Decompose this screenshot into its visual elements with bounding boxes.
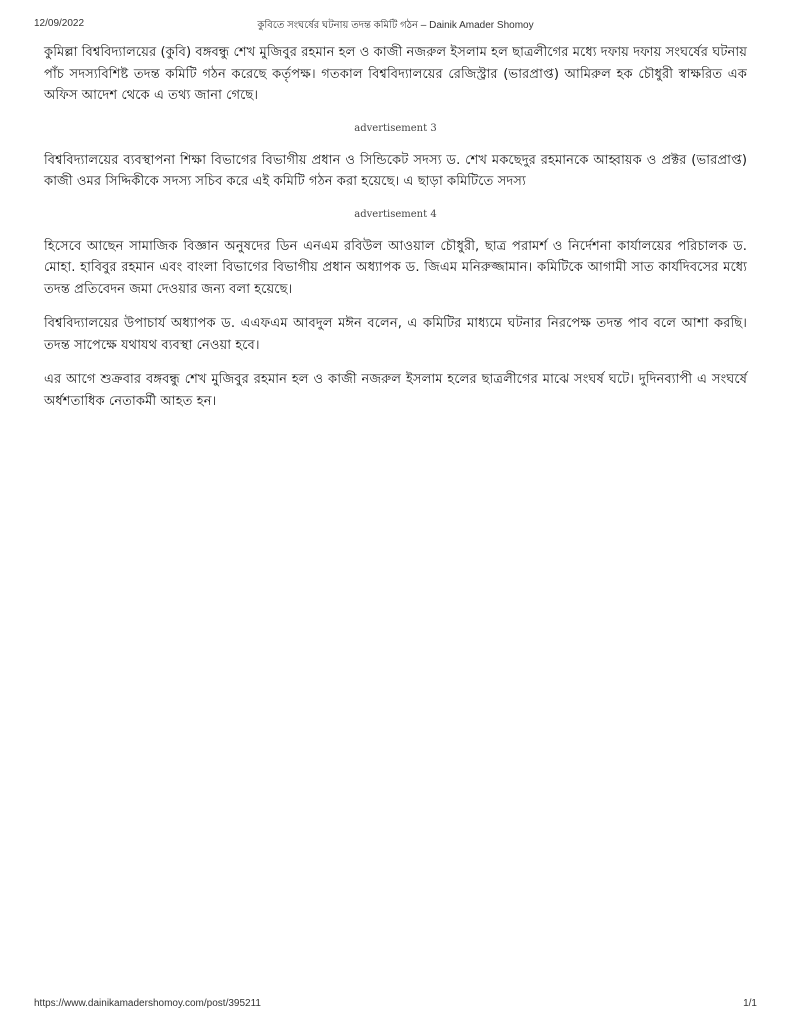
article-paragraph-3: হিসেবে আছেন সামাজিক বিজ্ঞান অনুষদের ডিন এনএম রবিউল আওয়াল চৌধুরী, ছাত্র পরামর্শ ও নির্দেশনা কার্যালয়ের পরিচালক ড. মোহা. হাবিবুর রহমান এবং বাংলা বিভাগের বিভাগীয় প্রধান অধ্যাপক ড. জিএম মনিরুজ্জামান। কমিটিকে আগামী সাত কার্যদিবসের মধ্যে তদন্ত প্রতিবেদন জমা দেওয়ার জন্য বলা হয়েছে। <box>44 238 747 297</box>
advertisement-label-3: advertisement 3 <box>354 122 437 134</box>
page-url[interactable]: https://www.dainikamadershomoy.com/post/395211 <box>34 998 261 1009</box>
advertisement-label-4: advertisement 4 <box>354 208 437 220</box>
article-paragraph-2: বিশ্ববিদ্যালয়ের ব্যবস্থাপনা শিক্ষা বিভাগের বিভাগীয় প্রধান ও সিন্ডিকেট সদস্য ড. শেখ মকছেদুর রহমানকে আহ্বায়ক ও প্রক্টর (ভারপ্রাপ্ত) কাজী ওমর সিদ্দিকীকে সদস্য সচিব করে এই কমিটি গঠন করা হয়েছে। এ ছাড়া কমিটিতে সদস্য <box>44 152 747 189</box>
article-body <box>44 42 747 412</box>
document-title: কুবিতে সংঘর্ষের ঘটনায় তদন্ত কমিটি গঠন – Dainik Amader Shomoy <box>257 20 534 31</box>
article-paragraph-1: কুমিল্লা বিশ্ববিদ্যালয়ের (কুবি) বঙ্গবন্ধু শেখ মুজিবুর রহমান হল ও কাজী নজরুল ইসলাম হল ছাত্রলীগের মধ্যে দফায় দফায় সংঘর্ষের ঘটনায় পাঁচ সদস্যবিশিষ্ট তদন্ত কমিটি গঠন করেছে কর্তৃপক্ষ। গতকাল বিশ্ববিদ্যালয়ের রেজিস্ট্রার (ভারপ্রাপ্ত) আমিরুল হক চৌধুরী স্বাক্ষরিত এক অফিস আদেশ থেকে এ তথ্য জানা গেছে। <box>44 45 747 103</box>
page-count: 1/1 <box>743 998 757 1009</box>
print-date: 12/09/2022 <box>34 18 85 29</box>
print-header <box>34 18 757 34</box>
article-paragraph-4: বিশ্ববিদ্যালয়ের উপাচার্য অধ্যাপক ড. এএফএম আবদুল মঈন বলেন, এ কমিটির মাধ্যমে ঘটনার নিরপেক্ষ তদন্ত পাব বলে আশা করছি। তদন্ত সাপেক্ষে যথাযথ ব্যবস্থা নেওয়া হবে। <box>44 316 747 353</box>
print-footer <box>34 998 757 1012</box>
article-paragraph-5: এর আগে শুক্রবার বঙ্গবন্ধু শেখ মুজিবুর রহমান হল ও কাজী নজরুল ইসলাম হলের ছাত্রলীগের মাঝে সংঘর্ষ ঘটে। দুদিনব্যাপী এ সংঘর্ষে অর্ধশতাধিক নেতাকর্মী আহত হন। <box>44 372 747 409</box>
